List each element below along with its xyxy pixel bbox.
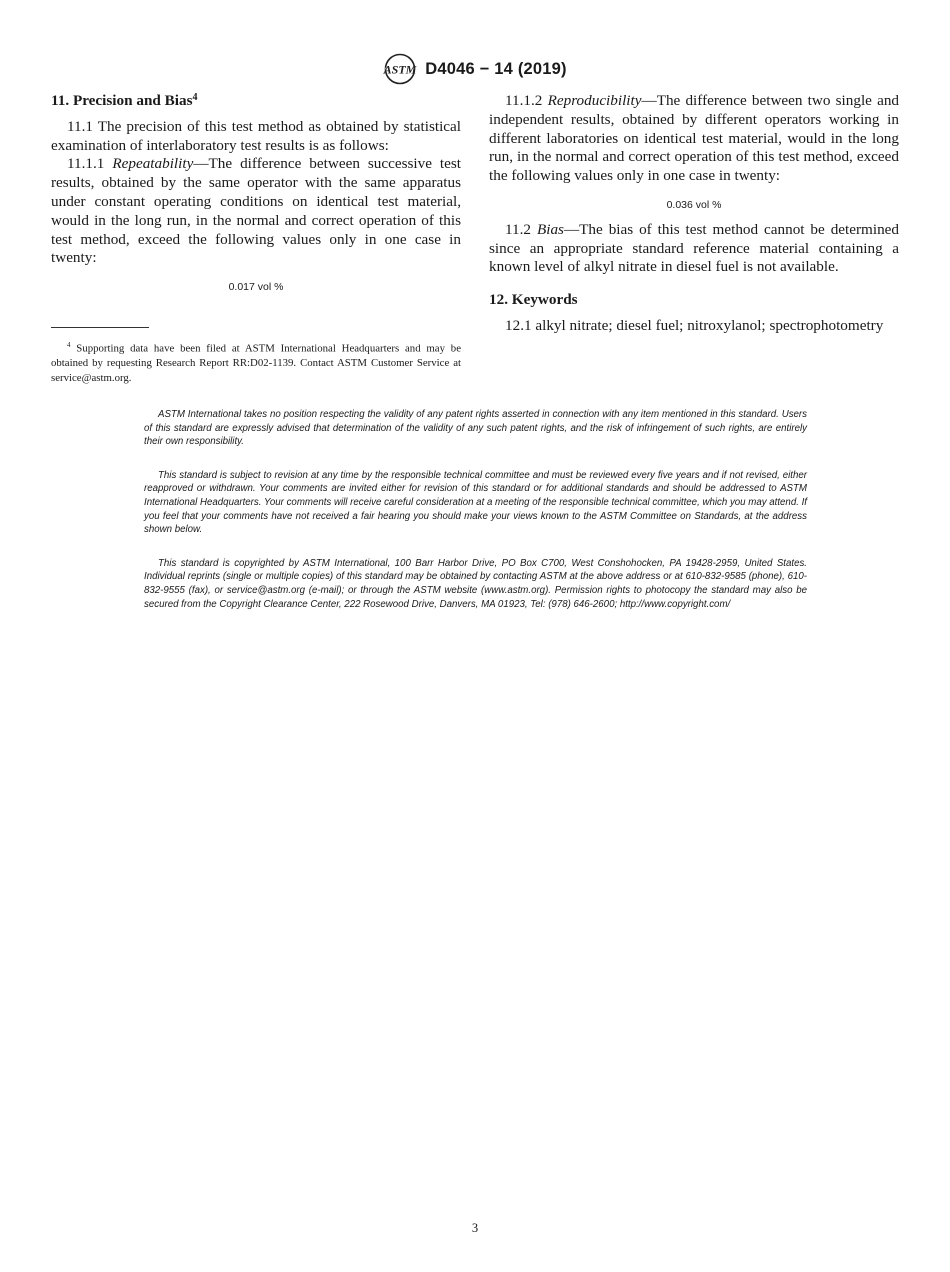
patent-notice: ASTM International takes no position respecting the validity of any patent rights asserted in connection with any item mentioned in this standard. Users of this standard are expressly advised that determination of the validity of any such patent rights, and the risk of infringement of such rights, are entirely their own responsibility. — [144, 409, 807, 448]
right-column — [489, 92, 899, 336]
revision-notice: This standard is subject to revision at any time by the responsible technical committee and must be reviewed every five years and if not revised, either reapproved or withdrawn. Your comments are invited either for revision of this standard or for additional standards and should be addressed to ASTM International Headquarters. Your comments will receive careful consideration at a meeting of the responsible technical committee, which you may attend. If you feel that your comments have not received a fair hearing you should make your views known to the ASTM Committee on Standards, at the address shown below. — [144, 469, 807, 536]
term-reproducibility: Reproducibility — [547, 92, 642, 109]
astm-notices — [144, 408, 807, 631]
document-designation: D4046 − 14 (2019) — [425, 59, 567, 78]
footnote-ref-4: 4 — [192, 92, 198, 103]
para-11-1-1: 11.1.1 Repeatability—The difference between successive test results, obtained by the same operator with the same apparatus under constant operating conditions on identical test material, would in the long run, in the normal and correct operation of this test method, exceed the following values only in one case in twenty: — [51, 155, 462, 267]
footnote-divider — [51, 327, 149, 328]
footnote-4: $^4$ Supporting data have been filed at ASTM International Headquarters and may be obtained by requesting Research Report RR:D02-1139. Contact ASTM Customer Service at service@astm.org. — [51, 340, 461, 384]
page-number: 3 — [471, 1221, 479, 1235]
term-repeatability: Repeatability — [112, 155, 194, 173]
copyright-notice: This standard is copyrighted by ASTM International, 100 Barr Harbor Drive, PO Box C700, West Conshohocken, PA 19428-2959, United States. Individual reprints (single or multiple copies) of this standard may be obtained by contacting ASTM at the above address or at 610-832-9585 (phone), 610-832-9555 (fax), or service@astm.org (e-mail); or through the ASTM website (www.astm.org). Permission rights to photocopy the standard may also be secured from the Copyright Clearance Center, 222 Rosewood Drive, Danvers, MA 01923, Tel: (978) 646-2600; http://www.copyright.com/ — [144, 557, 807, 610]
left-column — [51, 92, 461, 385]
reproducibility-value: 0.036 vol % — [666, 198, 722, 211]
section-12-heading: 12. Keywords — [489, 291, 578, 309]
repeatability-value: 0.017 vol % — [228, 281, 284, 294]
para-12-1: 12.1 alkyl nitrate; diesel fuel; nitroxylanol; spectrophotometry — [505, 316, 884, 334]
para-11-2: 11.2 Bias—The bias of this test method cannot be determined since an appropriate standard reference material containing a known level of alkyl nitrate in diesel fuel is not available. — [489, 220, 900, 276]
para-11-1-2: 11.1.2 Reproducibility—The difference between two single and independent results, obtained by different operators working in different laboratories on identical test material, would in the long run, in the normal and correct operation of this test method, exceed the following values only in one case in twenty: — [489, 92, 899, 185]
svg-text:ASTM: ASTM — [383, 62, 417, 77]
para-11-1: 11.1 The precision of this test method as obtained by statistical examination of interlaboratory test results is as follows: — [51, 117, 461, 154]
page-header — [0, 52, 950, 86]
astm-logo — [383, 53, 417, 85]
section-11-heading: 11. Precision and Bias$^4$ — [51, 92, 198, 109]
term-bias: Bias — [536, 220, 564, 238]
